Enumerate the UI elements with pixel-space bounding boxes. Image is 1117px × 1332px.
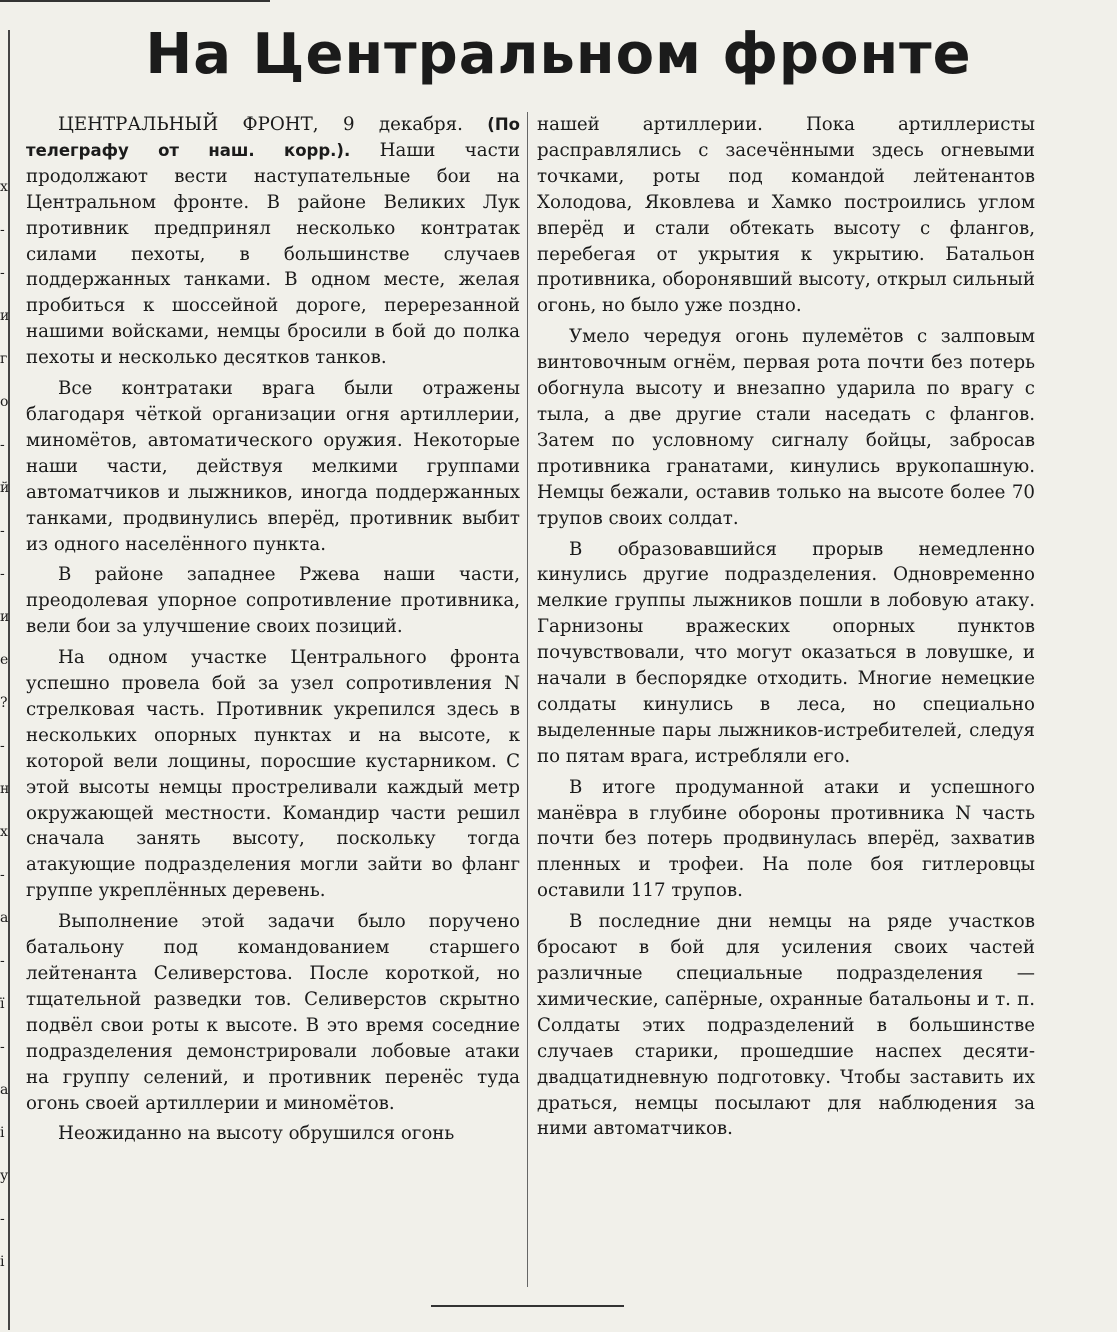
left-fragment: а: [0, 1082, 9, 1098]
lead-text: Наши части продолжают вести наступательные бои на Центральном фронте. В районе Великих Лук противник предпринял несколько контратак силами пехоты, в большинстве случаев поддержанных танками. В одном месте, желая пробиться к шоссейной дороге, перерезанной нашими войсками, немцы бросили в бой до полка пехоты и несколько десятков танков.: [26, 139, 520, 369]
left-fragment: і: [0, 1125, 5, 1141]
left-fragment: -: [0, 738, 5, 754]
article-paragraph: В районе западнее Ржева наши части, преодолевая упорное сопротивление противника, вели бои за улучшение своих позиций.: [26, 564, 520, 638]
left-fragment: о: [0, 394, 9, 410]
bottom-rule: [431, 1305, 624, 1307]
top-rule: [0, 0, 270, 2]
column-divider: [527, 112, 528, 1287]
left-fragment: -: [0, 523, 5, 539]
left-fragment: -: [0, 1039, 5, 1055]
article-column-right: [537, 112, 1035, 1292]
left-column-fragments: [0, 180, 10, 1330]
left-fragment: -: [0, 1211, 5, 1227]
left-fragment: и: [0, 308, 10, 324]
article-column-left: [26, 112, 520, 1292]
left-fragment: а: [0, 910, 9, 926]
left-fragment: -: [0, 566, 5, 582]
left-fragment: е: [0, 652, 9, 668]
article-paragraph: Неожиданно на высоту обрушился огонь: [58, 1123, 455, 1145]
lead-paragraph: [26, 112, 520, 371]
article-paragraph: Умело чередуя огонь пулемётов с залповым винтовочным огнём, первая рота почти без потерь обогнула высоту и внезапно ударила по врагу с тыла, а две другие стали наседать с флангов. Затем по условному сигналу бойцы, забросав противника гранатами, кинулись врукопашную. Немцы бежали, оставив только на высоте более 70 трупов своих солдат.: [537, 326, 1035, 529]
left-fragment: и: [0, 609, 10, 625]
left-fragment: -: [0, 265, 5, 281]
article-paragraph: В итоге продуманной атаки и успешного манёвра в глубине обороны противника N часть почти без потерь продвинулась вперёд, захватив пленных и трофеи. На поле боя гитлеровцы оставили 117 трупов.: [537, 776, 1035, 902]
byline: (По телеграфу от наш. корр.).: [26, 115, 520, 160]
article-paragraph: В образовавшийся прорыв немедленно кинулись другие подразделения. Одновременно мелкие группы лыжников пошли в лобовую атаку. Гарнизоны вражеских опорных пунктов почувствовали, что могут оказаться в ловушке, и начали в беспорядке отходить. Многие немецкие солдаты кинулись в леса, но специально выделенные пары лыжников-истребителей, следуя по пятам врага, истребляли его.: [537, 538, 1035, 767]
left-fragment: -: [0, 222, 5, 238]
headline: На Центральном фронте: [145, 22, 972, 87]
left-fragment: х: [0, 179, 8, 195]
article-paragraph: На одном участке Центрального фронта успешно провела бой за узел сопротивления N стрелковая часть. Противник укрепился здесь в нескольких опорных пунктах и на высоте, к которой вели лощины, поросшие кустарником. С этой высоты немцы простреливали каждый метр окружающей местности. Командир части решил сначала занять высоту, поскольку тогда атакующие подразделения могли зайти во фланг группе укреплённых деревень.: [26, 647, 520, 902]
left-fragment: ?: [0, 695, 8, 711]
article-paragraph: Все контратаки врага были отражены благодаря чёткой организации огня артиллерии, миномётов, автоматического оружия. Некоторые наши части, действуя мелкими группами автоматчиков и лыжников, иногда поддержанных танками, продвинулись вперёд, противник выбит из одного населённого пункта.: [26, 378, 520, 555]
left-fragment: й: [0, 480, 10, 496]
left-fragment: н: [0, 781, 10, 797]
left-fragment: і: [0, 1254, 5, 1270]
dateline: ЦЕНТРАЛЬНЫЙ ФРОНТ, 9 декабря.: [58, 114, 463, 135]
article-paragraph: Выполнение этой задачи было поручено батальону под командованием старшего лейтенанта Селиверстова. После короткой, но тщательной разведки тов. Селиверстов скрытно подвёл свои роты к высоте. В это время соседние подразделения демонстрировали лобовые атаки на группу селений, и противник перенёс туда огонь своей артиллерии и миномётов.: [26, 911, 520, 1114]
left-fragment: х: [0, 824, 8, 840]
article-paragraph: В последние дни немцы на ряде участков бросают в бой для усиления своих частей различные специальные подразделения — химические, сапёрные, охранные батальоны и т. п. Солдаты этих подразделений в большинстве случаев старики, прошедшие наспех десяти-двадцатидневную подготовку. Чтобы заставить их драться, немцы посылают для наблюдения за ними автоматчиков.: [537, 911, 1035, 1140]
left-fragment: ї: [0, 996, 5, 1012]
left-fragment: -: [0, 437, 5, 453]
left-fragment: у: [0, 1168, 9, 1184]
left-fragment: г: [0, 351, 8, 367]
article-paragraph-continuation: нашей артиллерии. Пока артиллеристы расправлялись с засечёнными здесь огневыми точками, роты под командой лейтенантов Холодова, Яковлева и Хамко построились углом вперёд и стали обтекать высоту с флангов, перебегая от укрытия к укрытию. Батальон противника, оборонявший высоту, открыл сильный огонь, но было уже поздно.: [537, 114, 1035, 317]
left-fragment: -: [0, 867, 5, 883]
left-fragment: -: [0, 953, 5, 969]
